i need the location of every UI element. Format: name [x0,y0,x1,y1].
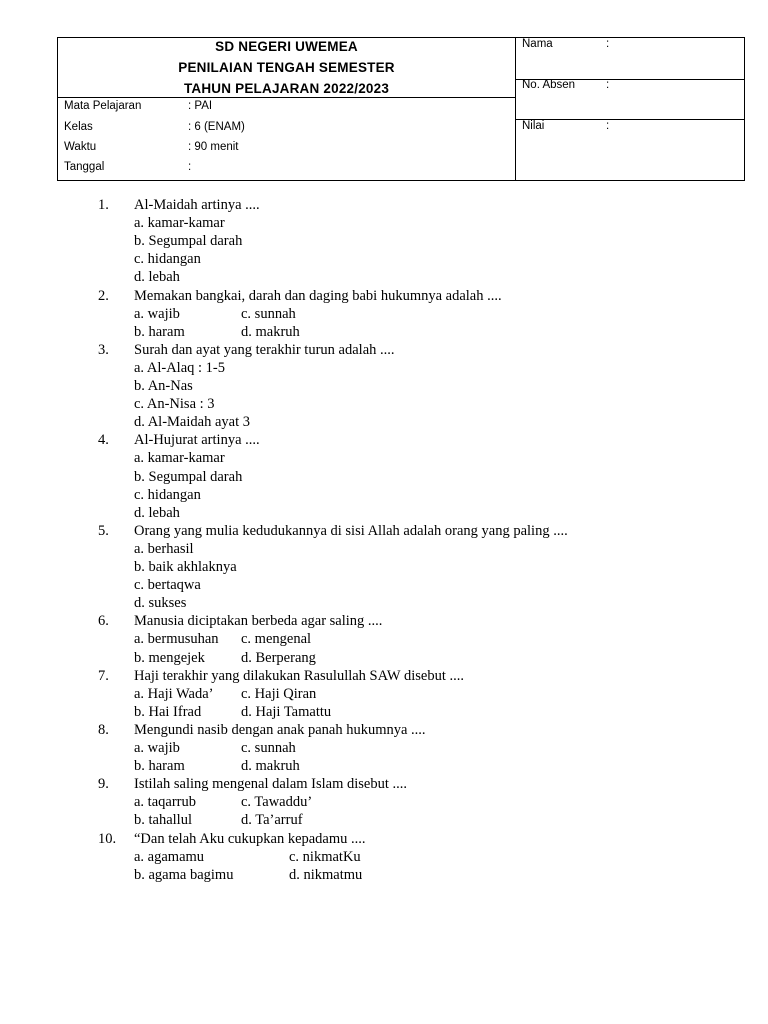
answer-option[interactable]: a. Al-Alaq : 1-5 [134,359,226,376]
answer-option[interactable]: c. sunnah [241,305,296,322]
field-colon: : [606,120,610,132]
answer-option[interactable]: d. Berperang [241,649,316,666]
answer-option[interactable]: b. haram [134,758,185,775]
answer-option[interactable]: d. Haji Tamattu [241,703,332,720]
answer-option[interactable]: b. mengejek [134,649,205,666]
answer-option[interactable]: a. wajib [134,740,180,756]
table-divider [515,38,516,180]
question-item [0,831,768,849]
answer-option[interactable]: d. makruh [241,758,300,775]
answer-option[interactable]: a. taqarrub [134,794,196,811]
question-item [0,613,768,631]
answer-option[interactable]: d. Ta’arruf [241,812,303,829]
info-value: : 90 menit [188,141,239,153]
answer-option[interactable]: c. bertaqwa [134,577,201,594]
question-number: 6. [98,613,109,630]
question-text: “Dan telah Aku cukupkan kepadamu .... [134,830,366,847]
question-text: Surah dan ayat yang terakhir turun adalah .... [134,341,395,358]
question-text: Al-Hujurat artinya .... [134,432,260,449]
question-item [0,722,768,740]
answer-option[interactable]: b. Segumpal darah [134,468,243,485]
answer-option[interactable]: d. makruh [241,323,300,340]
answer-option[interactable]: c. sunnah [241,740,296,756]
question-item [0,197,768,215]
answer-option[interactable]: a. wajib [134,305,180,322]
info-value: : [188,161,192,173]
info-value: : PAI [188,100,213,112]
question-number: 7. [98,667,109,684]
answer-option[interactable]: c. An-Nisa : 3 [134,396,215,413]
field-label: Nilai [522,120,545,132]
question-number: 10. [98,830,117,847]
question-item [0,668,768,686]
answer-option[interactable]: c. Haji Qiran [241,685,317,702]
field-label: No. Absen [522,79,576,91]
question-text: Memakan bangkai, darah dan daging babi hukumnya adalah .... [134,287,502,304]
question-text: Orang yang mulia kedudukannya di sisi Allah adalah orang yang paling .... [134,522,568,539]
field-label: Nama [522,38,553,50]
field-colon: : [606,38,610,50]
answer-option[interactable]: a. kamar-kamar [134,215,225,232]
question-text: Istilah saling mengenal dalam Islam disebut .... [134,776,408,793]
table-divider [58,97,515,98]
info-label: Kelas [64,121,93,133]
answer-option[interactable]: b. haram [134,323,185,340]
answer-option[interactable]: b. tahallul [134,812,192,829]
question-number: 3. [98,341,109,358]
school-year: TAHUN PELAJARAN 2022/2023 [183,81,390,96]
question-item [0,432,768,450]
info-value: : 6 (ENAM) [188,121,245,133]
question-number: 1. [98,197,109,213]
answer-option[interactable]: a. agamamu [134,848,205,865]
answer-option[interactable]: c. mengenal [241,631,312,648]
answer-option[interactable]: a. bermusuhan [134,631,219,648]
answer-option[interactable]: b. An-Nas [134,378,193,394]
answer-option[interactable]: d. Al-Maidah ayat 3 [134,414,250,431]
field-colon: : [606,79,610,91]
table-divider [515,119,744,120]
question-number: 5. [98,522,109,539]
answer-option[interactable]: c. hidangan [134,251,201,268]
school-name: SD NEGERI UWEMEA [215,39,358,54]
question-number: 2. [98,287,109,304]
question-text: Mengundi nasib dengan anak panah hukumnya .... [134,721,426,738]
exam-header-table [57,37,745,181]
answer-option[interactable]: b. agama bagimu [134,866,234,883]
answer-option[interactable]: b. Hai Ifrad [134,703,202,720]
answer-option[interactable]: d. lebah [134,269,180,286]
question-item [0,342,768,360]
question-number: 9. [98,776,109,793]
answer-option[interactable]: a. Haji Wada’ [134,685,214,702]
answer-option[interactable]: c. nikmatKu [289,848,361,865]
question-text: Al-Maidah artinya .... [134,197,260,213]
answer-option[interactable]: a. kamar-kamar [134,450,225,467]
answer-option[interactable]: a. berhasil [134,540,194,557]
answer-option[interactable]: d. sukses [134,595,187,612]
exam-title: PENILAIAN TENGAH SEMESTER [178,60,395,75]
answer-option[interactable]: c. hidangan [134,486,201,503]
question-item [0,288,768,306]
answer-option[interactable]: d. nikmatmu [289,866,363,883]
question-item [0,523,768,541]
question-item [0,776,768,794]
answer-option[interactable]: b. Segumpal darah [134,233,243,250]
info-label: Mata Pelajaran [64,100,142,112]
info-label: Waktu [64,141,97,153]
question-text: Haji terakhir yang dilakukan Rasulullah SAW disebut .... [134,667,464,684]
answer-option[interactable]: d. lebah [134,504,180,521]
info-label: Tanggal [64,161,105,173]
question-number: 8. [98,721,109,738]
question-text: Manusia diciptakan berbeda agar saling .... [134,613,383,630]
question-number: 4. [98,432,109,449]
answer-option[interactable]: c. Tawaddu’ [241,794,313,811]
answer-option[interactable]: b. baik akhlaknya [134,559,237,575]
